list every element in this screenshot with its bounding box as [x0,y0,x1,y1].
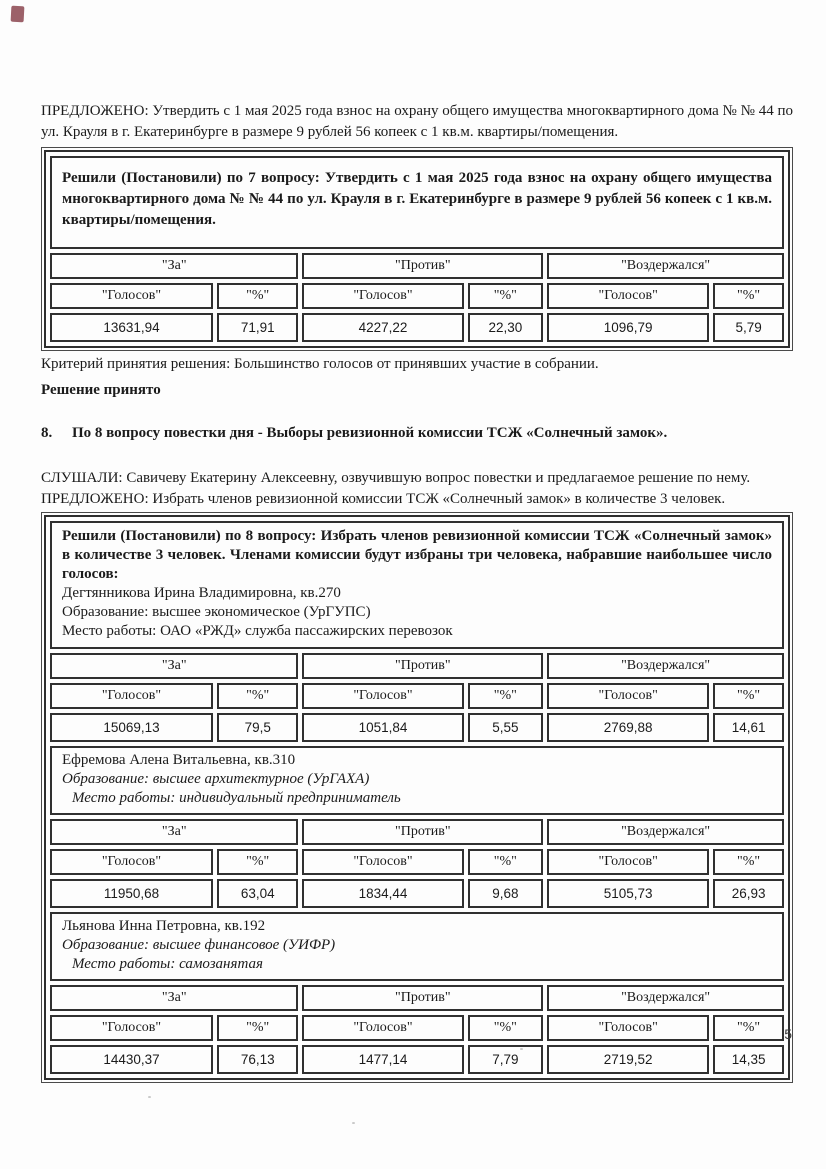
pct-protiv: 5,55 [468,713,544,742]
column-header-protiv: "Против" [302,819,543,845]
subheader-golosov: "Голосов" [302,849,463,875]
candidate-work: Место работы: ОАО «РЖД» служба пассажирских перевозок [62,623,453,639]
pct-za: 79,5 [217,713,298,742]
subheader-pct: "%" [713,849,784,875]
column-header-protiv: "Против" [302,653,543,679]
candidate-work: Место работы: самозанятая [72,956,263,972]
section-number: 8. [41,425,53,441]
subheader-pct: "%" [468,1015,544,1041]
pct-protiv: 22,30 [468,313,544,342]
candidate-education: Образование: высшее архитектурное (УрГАХА) [62,771,370,787]
pct-vozd: 5,79 [713,313,784,342]
votes-za: 15069,13 [50,713,213,742]
decision-text-q8: Решили (Постановили) по 8 вопросу: Избрать членов ревизионной комиссии ТСЖ «Солнечный замок» в количестве 3 человек. Членами комиссии будут избраны три человека, набравшие наибольшее число голосов: [62,528,772,582]
pct-za: 63,04 [217,879,298,908]
candidate-name: Льянова Инна Петровна, кв.192 [62,918,266,934]
column-header-za: "За" [50,253,298,279]
candidate-cell-2 [50,746,784,815]
criterion-text-q7: Критерий принятия решения: Большинство голосов от принявших участие в собрании. [41,356,599,372]
subheader-golosov: "Голосов" [302,1015,463,1041]
subheader-pct: "%" [217,283,298,309]
candidate-name: Ефремова Алена Витальевна, кв.310 [62,752,296,768]
subheader-golosov: "Голосов" [50,849,213,875]
subheader-golosov: "Голосов" [50,1015,213,1041]
section-title: По 8 вопросу повестки дня - Выборы ревизионной комиссии ТСЖ «Солнечный замок». [72,425,668,441]
pct-protiv: 7,79 [468,1045,544,1074]
subheader-pct: "%" [468,283,544,309]
votes-vozd: 5105,73 [547,879,709,908]
subheader-golosov: "Голосов" [302,683,463,709]
section-heading-q8 [41,423,793,444]
vote-table-candidate-1 [50,653,784,742]
subheader-golosov: "Голосов" [547,683,709,709]
subheader-golosov: "Голосов" [547,283,709,309]
votes-za: 14430,37 [50,1045,213,1074]
scan-speck [148,1096,151,1098]
candidate-education: Образование: высшее экономическое (УрГУПС) [62,604,371,620]
pct-vozd: 14,35 [713,1045,784,1074]
subheader-pct: "%" [713,683,784,709]
votes-za: 11950,68 [50,879,213,908]
subheader-pct: "%" [217,683,298,709]
column-header-za: "За" [50,653,298,679]
proposed-text-q8: ПРЕДЛОЖЕНО: Избрать членов ревизионной комиссии ТСЖ «Солнечный замок» в количестве 3 человек. [41,491,726,507]
pct-vozd: 26,93 [713,879,784,908]
subheader-golosov: "Голосов" [302,283,463,309]
decision-text-q7: Решили (Постановили) по 7 вопросу: Утвердить с 1 мая 2025 года взнос на охрану общего имущества многоквартирного дома № № 44 по ул. Крауля в г. Екатеринбурге в размере 9 рублей 56 копеек с 1 кв.м. квартиры/помещения. [50,156,784,249]
subheader-pct: "%" [468,683,544,709]
scan-speck [352,1122,355,1124]
votes-za: 13631,94 [50,313,213,342]
subheader-golosov: "Голосов" [50,283,213,309]
pct-za: 71,91 [217,313,298,342]
result-text-q7: Решение принято [41,382,161,398]
subheader-golosov: "Голосов" [547,849,709,875]
votes-vozd: 1096,79 [547,313,709,342]
column-header-vozd: "Воздержался" [547,653,784,679]
candidate-name: Дегтянникова Ирина Владимировна, кв.270 [62,585,341,601]
column-header-vozd: "Воздержался" [547,985,784,1011]
pct-protiv: 9,68 [468,879,544,908]
column-header-protiv: "Против" [302,985,543,1011]
column-header-za: "За" [50,985,298,1011]
column-header-vozd: "Воздержался" [547,819,784,845]
subheader-pct: "%" [713,1015,784,1041]
scan-speck [520,1048,523,1050]
vote-table-candidate-2 [50,819,784,908]
votes-vozd: 2769,88 [547,713,709,742]
vote-table-q7 [50,253,784,342]
page-number: 5 [784,1026,792,1042]
votes-protiv: 4227,22 [302,313,463,342]
pct-vozd: 14,61 [713,713,784,742]
votes-protiv: 1051,84 [302,713,463,742]
votes-vozd: 2719,52 [547,1045,709,1074]
pct-za: 76,13 [217,1045,298,1074]
column-header-vozd: "Воздержался" [547,253,784,279]
subheader-pct: "%" [217,1015,298,1041]
scan-corner-mark [11,6,25,23]
subheader-golosov: "Голосов" [547,1015,709,1041]
subheader-pct: "%" [468,849,544,875]
heard-text-q8: СЛУШАЛИ: Савичеву Екатерину Алексеевну, озвучившую вопрос повестки и предлагаемое решение по нему. [41,470,751,486]
decision-cell-q8 [50,521,784,649]
votes-protiv: 1477,14 [302,1045,463,1074]
decision-box-q7 [44,150,790,348]
subheader-golosov: "Голосов" [50,683,213,709]
vote-table-candidate-3 [50,985,784,1074]
candidate-work: Место работы: индивидуальный предприниматель [72,790,401,806]
proposed-text-q7: ПРЕДЛОЖЕНО: Утвердить с 1 мая 2025 года взнос на охрану общего имущества многоквартирного дома № № 44 по ул. Крауля в г. Екатеринбурге в размере 9 рублей 56 копеек с 1 кв.м. квартиры/помещения. [41,103,793,140]
subheader-pct: "%" [217,849,298,875]
subheader-pct: "%" [713,283,784,309]
decision-box-q8 [44,515,790,1080]
candidate-cell-3 [50,912,784,981]
votes-protiv: 1834,44 [302,879,463,908]
column-header-protiv: "Против" [302,253,543,279]
candidate-education: Образование: высшее финансовое (УИФР) [62,937,336,953]
column-header-za: "За" [50,819,298,845]
